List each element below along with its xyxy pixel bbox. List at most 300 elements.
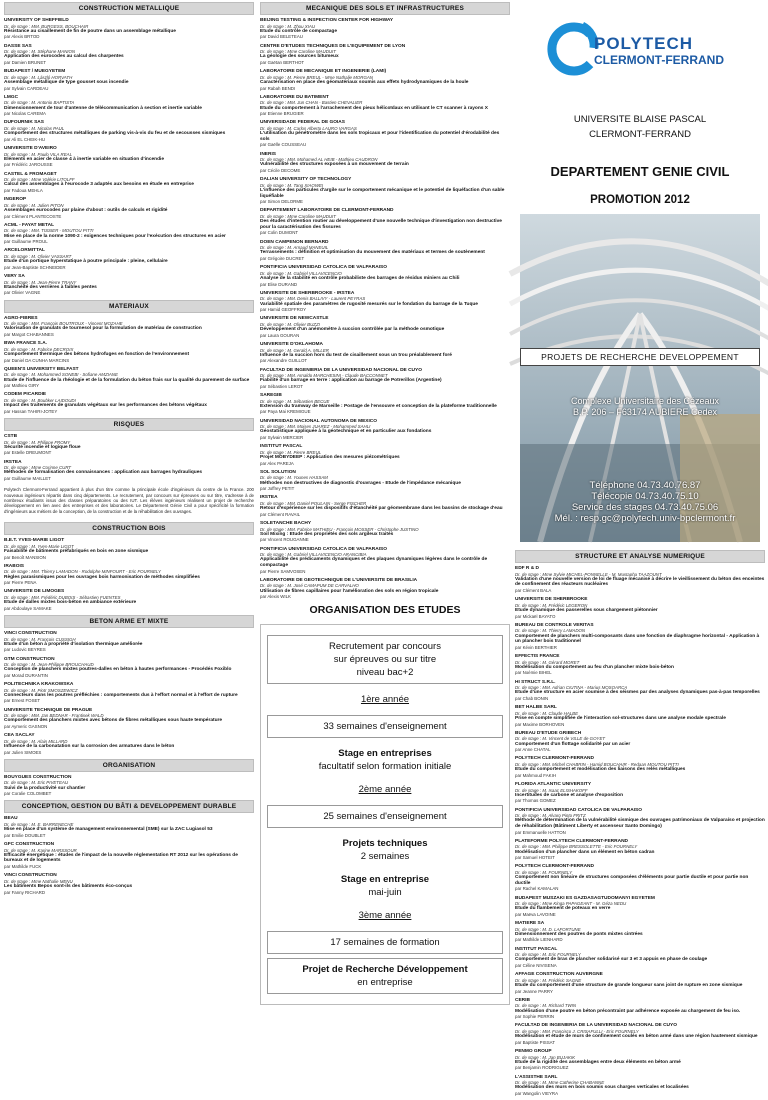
project-entry [4, 657, 254, 679]
entry-author: par Thomas GOMEZ [515, 798, 556, 804]
entry-project: Comportement des planchers mixtes avec bétons de fibres métalliques sous haute température [4, 718, 223, 724]
section-title: CONSTRUCTION BOIS [4, 522, 254, 535]
entry-author: par Estelle DREUMONT [4, 450, 52, 456]
entry-project: Vulnérabilité des structures exposées à un mouvement de terrain [260, 162, 409, 168]
entry-author: par Gaëlle COUSSEAU [260, 142, 307, 148]
projets-recherche-banner: PROJETS DE RECHERCHE DEVELOPPEMENT [520, 348, 760, 366]
entry-author: par Laura GOURAN [260, 332, 300, 338]
entry-project: La géologie des sources bitumeux [260, 54, 339, 60]
entry-author: par Pierre SAMVOSEN [260, 568, 306, 574]
entry-supervisor: Dr. de stage : M. Zhou XIAU [260, 23, 315, 29]
project-entry [515, 705, 765, 727]
entry-author: par Mathieu GIRY [4, 383, 40, 389]
project-entry [4, 775, 254, 797]
entry-organisation: EDF R & D [515, 566, 539, 571]
entry-supervisor: Dr. de stage : M. Isaac ELISHAKOFF [515, 787, 588, 793]
section-title: MECANIQUE DES SOLS ET INFRASTRUCTURES [260, 2, 510, 15]
project-entry [4, 146, 254, 168]
entry-supervisor: Dr. de stage : M. D. LAFORTUNE [515, 926, 581, 932]
entry-project: Etude d'une structure en acier soumise à des séismes par des analyses dynamiques pas-à-pas temporelles [515, 690, 760, 696]
entry-supervisor: Dr. de stage : MM. Jan BEDNAR - Frantisek WALD [4, 713, 104, 719]
recruitment-line-1: Recrutement par concours [329, 641, 441, 653]
entry-project: Etude de l'influence de la rhéologie et de la formulation du béton frais sur la qualité du parement de surface [4, 377, 250, 383]
project-entry [515, 654, 765, 676]
project-entry [260, 495, 510, 517]
entry-author: par Ali EL CHEIK-HU [4, 136, 46, 142]
entry-project: Assemblage métallique de type gousset sous incendie [4, 79, 129, 85]
project-entry [260, 291, 510, 313]
entry-supervisor: Dr. de stage : Mme Corinne CURT [4, 465, 72, 471]
entry-project: Assemblages eurocodes par plaine d'about : outils de calculs et rigidité [4, 207, 168, 213]
entry-organisation: BEAU [4, 816, 18, 822]
entry-organisation: IRSTEA [4, 459, 22, 465]
project-entry [260, 18, 510, 40]
project-entry [4, 816, 254, 838]
project-entry [515, 972, 765, 994]
entry-project: Connecteurs dans les poutres préfléchies : comportements dus à l'effort normal et à l'effort de rupture [4, 692, 238, 698]
project-entry [4, 367, 254, 389]
project-entry [260, 208, 510, 235]
entry-project: Conception de planchers mixtes poutres-dalles en béton à hautes performances - Procédés Foxiblo [4, 667, 232, 673]
entry-author: par Julien SIMOES [4, 749, 42, 755]
stage1-block [267, 742, 503, 778]
entry-organisation: B.E.T. YVES-MARIE LIGOT [4, 538, 65, 544]
prd-sub: en entreprise [357, 977, 413, 989]
entry-organisation: PONTIFICIA UNIVERSIDAD CATOLICA DE VALPARAISO [515, 807, 642, 813]
entry-supervisor: Dr. de stage : MM. Adrian CIUTINA - Marius MOSOARCA [515, 685, 628, 691]
project-entry [260, 316, 510, 338]
project-entry [4, 873, 254, 895]
entry-author: par Colin DUMONT [260, 230, 299, 236]
entry-supervisor: Dr. de stage : M. Fabrice DECROIX [4, 346, 74, 352]
entry-supervisor: Dr. de stage : M. Pierre BREUL - Mme Nathalie MORGAN [260, 74, 373, 80]
entry-author: par Elise DURAND [260, 281, 298, 287]
right-sections [515, 548, 765, 1100]
entry-project: Méthodes non destructives de diagnostic d'ouvrages - Etude de l'impédance mécanique [260, 480, 461, 486]
entry-project: Méthodes de formalisation des connaissances : application aux barrages hydrauliques [4, 470, 203, 476]
entry-organisation: UNIVERSITE DE NEWCASTLE [260, 316, 329, 322]
entry-organisation: MATIERE SA [515, 921, 545, 927]
project-entry [260, 120, 510, 147]
entry-author: par Maxime BORHOVEN [515, 721, 565, 727]
entry-author: par Joffrey PETIT [260, 486, 295, 492]
entry-organisation: ARCELORMITTAL [4, 248, 45, 254]
project-entry [515, 947, 765, 969]
project-entry [4, 316, 254, 338]
logo-subtitle: CLERMONT-FERRAND [594, 53, 724, 67]
entry-author: par Cécile DECOME [260, 167, 301, 173]
entry-author: par Sophie PERRIN [515, 1014, 555, 1020]
entry-organisation: CODEM PICARDIE [4, 392, 47, 398]
entry-supervisor: Dr. de stage : MM. Philippe BRESSOLETTE - Eric FOURNELY [515, 844, 638, 850]
entry-supervisor: Dr. de stage : M. Alvaro Pinto FRITZ [515, 813, 586, 819]
entry-author: par Noémie BIHEL [515, 670, 552, 676]
entry-project: Comportement d'un flottage solidarité par un acier [515, 741, 631, 747]
entry-project: Dimensionnement de tour d'antenne de télécommunication à section et inertie variable [4, 105, 202, 111]
project-entry [4, 631, 254, 653]
entry-author: par Clément RAVAIL [260, 511, 301, 517]
entry-author: par Anne CHATAL [515, 747, 551, 753]
entry-author: par Samuel HOTEIT [515, 855, 555, 861]
entry-organisation: BUREAU D'ETUDE GRIBECH [515, 730, 582, 736]
year2-label: 2ème année [358, 784, 412, 796]
entry-project: Etude du comportement à l'arrachement des pieux hélicoïdaux en utilisant le CT scanner à rayons X [260, 105, 488, 111]
entry-project: Méthode de détermination de la vulnérabilité sismique des ouvrages patrimoniaux de Valparaíso et projection de réhabilitation (Bâtiment Liberty et ascenseur Santo Domingo) [515, 818, 765, 829]
entry-project: Règles parasismiques pour les ouvrages bois harmonisation de méthodes simplifiées [4, 574, 200, 580]
entry-project: Mise en place d'un système de management environnemental (SME) sur la ZAC Lugiasol 53 [4, 827, 213, 833]
entry-supervisor: Dr. de stage : M. Jan BUJAKIK [515, 1054, 576, 1060]
entry-author: par Clément BALA [515, 587, 552, 593]
entry-author: par Abdoulaye SAMAKE [4, 605, 52, 611]
logo-wordmark: POLYTECH [594, 34, 694, 53]
project-entry [515, 566, 765, 593]
entry-supervisor: Dr. de stage : M. Gabriel VILLAVICENCIO ARANCIBIA [260, 552, 367, 558]
entry-project: Terrassements : définition et optimisation du mouvement des matériaux et termes de soutènement [260, 250, 485, 256]
entry-project: Mise en place de la norme 1090-2 : exigences techniques pour l'exécution des structures en acier [4, 233, 226, 239]
entry-author: par Jean-Baptiste SCHNEIDER [4, 264, 66, 270]
entry-author: par Fadoua MEHLA [4, 187, 43, 193]
entry-author: par Maëva LAVOINE [515, 911, 556, 917]
entry-author: par Daniel DA CUNHA MARCINS [4, 357, 70, 363]
entry-organisation: L'ASSISTHE SARL [515, 1074, 558, 1080]
entry-supervisor: Dr. de stage : M. E. BARRENECHE [4, 822, 74, 828]
entry-organisation: HI STRUCT S.R.L. [515, 679, 556, 685]
entry-project: Influence de la carbonatation sur la corrosion des armatures dans le béton [4, 744, 175, 750]
entry-organisation: DALIAN UNIVERSITY OF TECHNOLOGY [260, 177, 352, 183]
project-entry [4, 197, 254, 219]
entry-supervisor: Dr. de stage : MM. Denis BALLIVY - Laurent PEYRAS [260, 296, 366, 302]
entry-organisation: SOL SOLUTION [260, 469, 296, 475]
entry-supervisor: Dr. de stage : MM. Daniel POULAIN - Serge FISCHER [260, 501, 367, 507]
project-entry [260, 69, 510, 91]
entry-supervisor: Dr. de stage : M. Younes HASSAM [260, 475, 328, 481]
left-column [4, 0, 254, 899]
entry-organisation: SAREGIB [260, 393, 282, 399]
entry-supervisor: Dr. de stage : MM. Fabrice MATHIEU - François MOSSER - Christophe JUSTINO [260, 526, 419, 532]
project-entry [515, 1049, 765, 1071]
entry-project: Applicabilité des prédicaments dynamiques et des plaques dynamiques légères dans le contrôle de compactage [260, 557, 488, 569]
entry-organisation: GFC CONSTRUCTION [4, 842, 55, 848]
project-entry [4, 44, 254, 66]
entry-organisation: INGEROP [4, 197, 27, 203]
project-entry [4, 248, 254, 270]
entry-supervisor: Dr. de stage : M. Gerald A. MILLER [260, 347, 329, 353]
stage-service-line: Service des stages 04.73.40.75.06 [571, 502, 719, 513]
entry-author: par Jeanne PARRY [515, 988, 553, 994]
entry-organisation: POLYTECH CLERMONT-FERRAND [515, 756, 594, 762]
organisation-title: ORGANISATION DES ETUDES [309, 604, 461, 617]
entry-supervisor: Dr. de stage : M. Nicolas PAUL [4, 125, 65, 131]
entry-author: par Céline NIVISENA [515, 963, 557, 969]
entry-supervisor: Dr. de stage : MM. Frédéric DUBOIS - Sébastien FUENTES [4, 594, 121, 600]
entry-author: par Nicolas CAREMA [4, 111, 46, 117]
entry-author: par Clément PLANTECOSTE [4, 213, 62, 219]
entry-supervisor: Dr. de stage : M. José CAMAPUM DE CARVALHO [260, 583, 359, 589]
entry-author: par Morad DURANTIN [4, 672, 48, 678]
entry-author: par Benjamin RODRIGUEZ [515, 1065, 569, 1071]
entry-supervisor: Dr. de stage : M. Boubker LAIDOUDI [4, 397, 76, 403]
year1-label: 1ère année [360, 694, 410, 706]
entry-organisation: UNIVERSITE DE LIMOGES [4, 589, 65, 595]
middle-sections [260, 2, 510, 599]
entry-project: Sécurité incendie et logique floue [4, 444, 81, 450]
intro-paragraph: Polytech Clermont-Ferrand appartient à plus d'un titre comme la principale école d'ingénieurs du centre de la France. 200 nouveaux ingénieurs répartis dans cinq départements. Le recrutement, par concours sur épreuves ou sur titre, s'adresse à de nombreux étudiants issus des classes préparatoires ou des IUT. Les élèves ingénieurs réalisent un projet de recherche développement en lien avec des entreprises et des laboratoires. Le Département Génie Civil a pour spécificité la formation d'ingénieurs aux métiers de la conception, de la construction et de la réhabilitation des ouvrages. [4, 487, 254, 514]
recruitment-line-3: niveau bac+2 [356, 667, 414, 679]
entry-supervisor: Dr. de stage : M. Yves-Marie LIGOT [4, 543, 74, 549]
entry-author: par Ernest FOSET [4, 698, 41, 704]
entry-author: par Mickaël BAYATO [515, 613, 556, 619]
university-line-2: CLERMONT-FERRAND [589, 129, 691, 140]
entry-project: Etude d'un béton à propriété d'isolation thermique améliorée [4, 641, 143, 647]
project-entry [260, 44, 510, 66]
entry-author: par Vincent ROUGANNE [260, 537, 309, 543]
section-title: CONSTRUCTION METALLIQUE [4, 2, 254, 15]
entry-project: Fiabilité d'un barrage en terre : application au barrage de Potrerillos (Argentine) [260, 378, 442, 384]
entry-organisation: UNIVERSITY OF SHEFFIELD [4, 18, 69, 23]
left-sections-lower [4, 522, 254, 895]
project-entry [4, 733, 254, 755]
entry-project: Modélisation d'une poutre en béton précontraint par adhérence exposée au chargement de feu iso. [515, 1008, 741, 1014]
year3-label: 3ème année [358, 910, 412, 922]
entry-organisation: IRABOIS [4, 563, 24, 569]
address-line-1: Complexe Universitaire des Cézeaux [570, 396, 720, 406]
entry-supervisor: Dr. de stage : M. Richard TWIN [515, 1003, 577, 1009]
entry-organisation: UNIVERSITE DE SHERBROOKE - IRSTEA [260, 290, 355, 296]
promotion-title: PROMOTION 2012 [590, 194, 690, 206]
entry-supervisor: Dr. de stage : M. Eric FOURNELY [515, 952, 581, 958]
entry-organisation: FACULTAD DE INGENIERIA DE LA UNIVERSIDAD NACIONAL DE CUYO [515, 1023, 677, 1029]
entry-author: par Frédéric JAROUSSE [4, 162, 53, 168]
project-entry [4, 589, 254, 611]
entry-project: Etude de la rigidité des assemblages entre deux éléments en béton armé [515, 1059, 681, 1065]
entry-organisation: CSTB [4, 433, 18, 439]
entry-supervisor: Dr. de stage : M. Thierry LAMADON [515, 628, 586, 634]
etudes-flow [260, 624, 510, 1005]
project-entry [515, 782, 765, 804]
entry-author: par Grégoire DUCRET [260, 255, 305, 261]
entry-project: Utilisation de fibres capillaires pour l'amélioration des sols en région tropicale [260, 588, 439, 594]
entry-organisation: GTM CONSTRUCTION [4, 656, 55, 662]
left-sections [4, 2, 254, 481]
entry-organisation: FLORIDA ATLANTIC UNIVERSITY [515, 781, 592, 787]
entry-project: Calcul des assemblages à l'eurocode 3 adaptés aux besoins en étude en entreprise [4, 182, 194, 188]
year2-weeks-box: 25 semaines d'enseignement [267, 805, 503, 828]
entry-supervisor: Dr. de stage : M. Julien PITON [4, 202, 64, 208]
entry-supervisor: Dr. de stage : M. Carlos Alberto LAURO VARGAS [260, 125, 357, 131]
project-entry [260, 265, 510, 287]
project-entry [4, 708, 254, 730]
entry-organisation: BEIJING TESTING & INSPECTION CENTER FOR HIGHWAY [260, 18, 394, 23]
projets-techniques-block [267, 832, 503, 868]
pt-title: Projets techniques [342, 838, 428, 850]
entry-organisation: PENMO GROUP [515, 1049, 552, 1055]
entry-author: par Wangolin VIEYRA [515, 1091, 559, 1097]
entry-supervisor: Dr. de stage : M. Olivier VASSART [4, 253, 72, 259]
project-entry [4, 18, 254, 40]
entry-supervisor: Dr. de stage : MM. Thierry LAMADON - Rodolphe MINFOURT - Eric FOURNELY [4, 569, 161, 575]
entry-project: Modélisation d'un plancher dans un élément en béton cadran [515, 849, 655, 855]
entry-project: Des études d'intention routier au développement d'une nouvelle technique d'investigation non destructive pour la caractérisation des fissures [260, 219, 502, 230]
project-entry [260, 393, 510, 415]
entry-author: par Alexis BRTOD [4, 34, 40, 40]
entry-project: Modélisation du comportement au feu d'un plancher mixte bois-béton [515, 664, 674, 670]
entry-project: Comportement des structures métalliques de parking vis-à-vis du feu et de secousses sismiques [4, 131, 226, 137]
project-entry [4, 223, 254, 245]
entry-supervisor: Dr. de stage : M. Jean-Philippe BROUCHAUD [4, 662, 94, 668]
entry-project: Extension du tramway de Marseille : Postage de l'ensouvre et conception de la plateforme traditionnelle [260, 403, 497, 409]
entry-organisation: VINCI CONSTRUCTION [4, 630, 57, 636]
entry-organisation: BWA FRANCE S.A. [4, 341, 47, 347]
entry-organisation: ACML - FAYAT METAL [4, 222, 55, 228]
entry-supervisor: Dr. de stage : M. Gérard MORET [515, 659, 580, 665]
stage1-sub: facultatif selon formation initiale [318, 761, 452, 773]
project-entry [515, 896, 765, 918]
project-entry [260, 95, 510, 117]
entry-project: Résistance au cisaillement de fin de poutre dans un assemblage métallique [4, 28, 176, 34]
entry-project: Etude dynamique des passerelles sous chargement piétonnier [515, 607, 658, 613]
entry-supervisor: Dr. de stage : M. Eric PIVETEAU [4, 780, 69, 786]
entry-organisation: CEA SACLAY [4, 733, 35, 739]
entry-project: Eléments en acier de classe 4 à inertie variable en situation d'incendie [4, 156, 165, 162]
email-line[interactable]: Mél. : resp.gc@polytech.univ-bpclermont.fr [554, 513, 736, 524]
entry-author: par Alexis WILK [260, 594, 291, 600]
prd-title: Projet de Recherche Développement [302, 964, 468, 976]
middle-column [260, 0, 510, 1005]
entry-organisation: LABORATOIRE DE MECANIQUE ET INGENIERIE (LAMI) [260, 69, 387, 75]
entry-supervisor: Dr. de stage : M. Vincent de VILLE de GOYET [515, 736, 606, 742]
entry-organisation: FACULTAD DE INGENIERIA DE LA UNIVERSIDAD NACIONAL DE CUYO [260, 367, 422, 373]
entry-author: par Rachel KAMALAN [515, 886, 559, 892]
entry-organisation: VERY SA [4, 273, 25, 279]
entry-author: par Damien BRUNET [4, 59, 46, 65]
project-entry [4, 341, 254, 363]
entry-supervisor: Dr. de stage : M. Claude HALBE [515, 710, 579, 716]
entry-author: par Olivier VAGNE [4, 290, 41, 296]
project-entry [515, 1075, 765, 1097]
entry-project: Comportement de bras de plancher solidarisé sur 3 et 3 appuis en phase de coulage [515, 957, 708, 963]
project-entry [515, 597, 765, 619]
project-entry [4, 95, 254, 117]
entry-supervisor: Dr. de stage : MM. Francisco J. CRISAFULLI - Eric FOURNELY [515, 1029, 639, 1035]
entry-supervisor: Dr. de stage : M. Karine MARSSOUR [4, 847, 77, 853]
entry-supervisor: Dr. de stage : M. Mohammed SONEBI - Sofiane AMZIANE [4, 372, 118, 378]
entry-project: Influence de la succion hors du test de cisaillement sous un trou préalablement foré [260, 352, 452, 358]
entry-supervisor: Dr. de stage : MM. BURGESS, BOUCHAIR [4, 23, 89, 29]
entry-supervisor: Dr. de stage : MM. Mohamed AL HEIB - Mathieu CAUDRON [260, 157, 378, 163]
entry-organisation: IRSTEA [260, 495, 278, 501]
entry-supervisor: Dr. de stage : M. François CUSSIGH [4, 636, 76, 642]
entry-author: par Emilie DOUBLET [4, 832, 46, 838]
entry-project: Projet MOBYDEEP : Application des mesures piézométriques [260, 455, 400, 461]
entry-supervisor: Dr. de stage : M. Tang XIAOWEI [260, 182, 324, 188]
entry-organisation: PONTIFICIA UNIVERSIDAD CATOLICA DE VALPARAISO [260, 546, 387, 552]
entry-author: par Chab BONIN [515, 695, 549, 701]
project-entry [4, 538, 254, 560]
entry-organisation: UNIVERSITE TECHNIQUE DE PRAGUE [4, 707, 93, 713]
project-entry [260, 521, 510, 543]
project-entry [4, 842, 254, 869]
entry-project: Etude du comportement d'une structure de grande longueur sans joint de rupture en zone sismique [515, 983, 743, 989]
entry-author: par Hamid GEOFFROY [260, 307, 307, 313]
entry-organisation: BET HALBE SARL [515, 705, 557, 711]
project-entry [260, 419, 510, 441]
stage2-sub: mai-juin [368, 887, 402, 899]
entry-project: Valorisation de granulats de tournesol pour la formulation de matériau de construction [4, 326, 202, 332]
entry-supervisor: Dr. de stage : M. Antonio BAPTISTA [4, 100, 75, 106]
entry-supervisor: Dr. de stage : MM. Arnaldo MARCHESINI - Claude BACCONNET [260, 373, 388, 379]
entry-organisation: BUREAU DE CONTROLE VERITAS [515, 622, 594, 628]
pt-sub: 2 semaines [360, 851, 410, 863]
entry-author: par Baptiste PISSAT [515, 1039, 555, 1045]
entry-organisation: UNIVERSIDAD NACIONAL AUTONOMA DE MEXICO [260, 418, 377, 424]
entry-author: par Sylvain MERCIER [260, 435, 304, 441]
entry-organisation: DASSE SAS [4, 43, 32, 49]
entry-project: Dimensionnement des poutres de ponts mixtes cintrées [515, 931, 643, 937]
entry-project: Etude d'un portique hyperstatique à poutre principale : pleine, cellulaire [4, 259, 168, 265]
entry-supervisor: Dr. de stage : M. Sébastien BECUE [260, 398, 330, 404]
entry-supervisor: Dr. de stage : M. Philippe FROMY [4, 439, 71, 445]
project-entry [4, 120, 254, 142]
project-entry [4, 392, 254, 414]
project-entry [260, 368, 510, 390]
entry-project: Validation d'une nouvelle version de loi de fluage mécanisé à décrire le vieillissement du béton des enceintes de confinement des réacteurs nucléaires [515, 576, 765, 588]
entry-supervisor: Dr. de stage : M. Alain MILLARD [4, 738, 68, 744]
entry-organisation: CERIB [515, 997, 530, 1003]
prd-box [267, 958, 503, 994]
entry-author: par Alex PAREJA [260, 460, 294, 466]
year1-weeks-box: 33 semaines d'enseignement [267, 715, 503, 738]
entry-organisation: INSTITUT PASCAL [515, 946, 558, 952]
entry-supervisor: Dr. de stage : MM. TISSIER - MOUTOU PITTI [4, 228, 94, 234]
entry-project: Prise en compte simplifiée de l'interaction sol-structures dans une analyse modale spectrale [515, 715, 726, 721]
entry-project: Développement d'un anémomètre à succion contrôlée par la méthode osmotique [260, 327, 445, 333]
entry-supervisor: Dr. de stage : M. Gabriel VILLAVICENCIO [260, 270, 342, 276]
entry-project: L'influence des particules d'argile sur le comportement mécanique et le potentiel de liquéfaction d'un sable liquéfiable [260, 187, 505, 199]
project-entry [515, 680, 765, 702]
entry-project: Etude du flambement de poteaux en verre [515, 906, 611, 912]
entry-project: Efficacité énergétique : études de l'impact de la nouvelle réglementation RT 2012 sur les opérations de bureaux et de logements [4, 852, 238, 864]
university-name [515, 112, 765, 142]
entry-project: Incertitudes de carbone et analyse d'exposition [515, 792, 624, 798]
entry-author: par Pierre PENA [4, 580, 37, 586]
entry-author: par Mathilde FUCK [4, 864, 42, 870]
entry-supervisor: Dr. de stage : Mme Caroline MAUDUIT [260, 213, 336, 219]
entry-organisation: CASTEL & FROMAGET [4, 171, 57, 177]
entry-project: L'utilisation du pénétrométre dans les sols tropicaux et pour l'identification du potentiel d'érodabilité des sols [260, 131, 500, 142]
project-entry [515, 998, 765, 1020]
entry-author: par Emmanuelle HATTON [515, 829, 566, 835]
entry-project: Géostatistique appliquée à la géotechnique et en particulier aux fondations [260, 429, 432, 435]
section-title: BETON ARME ET MIXTE [4, 615, 254, 628]
entry-project: Variabilité spatiale des paramètres de rugosité mesurés sur le fondation du barrage de la Tuque [260, 301, 478, 307]
entry-project: Comportement thermique des bétons hydrofuges en fonction de l'environnement [4, 351, 190, 357]
entry-organisation: PONTIFICIA UNIVERSIDAD CATOLICA DE VALPARAISO [260, 265, 387, 271]
project-entry [260, 152, 510, 174]
address-line-2: B.P. 206 – F63174 AUBIERE Cedex [573, 407, 717, 417]
university-line-1: UNIVERSITE BLAISE PASCAL [573, 114, 707, 125]
project-entry [515, 864, 765, 891]
section-title: ORGANISATION [4, 759, 254, 772]
phone-line: Téléphone 04.73.40.76.87 [589, 480, 701, 491]
entry-author: par Mathilde LIENHARD [515, 937, 563, 943]
entry-author: par Coralie COLOMBET [4, 791, 52, 797]
entry-project: Impact des traitements de granulats végétaux sur les performances des bétons végétaux [4, 403, 207, 409]
section-title: RISQUES [4, 418, 254, 431]
project-entry [260, 547, 510, 574]
recruitment-line-2: sur épreuves ou sur titre [333, 654, 437, 666]
entry-organisation: BUDAPEST / MUEGYETEM [4, 69, 66, 75]
entry-organisation: INSTITUT PASCAL [260, 444, 303, 450]
